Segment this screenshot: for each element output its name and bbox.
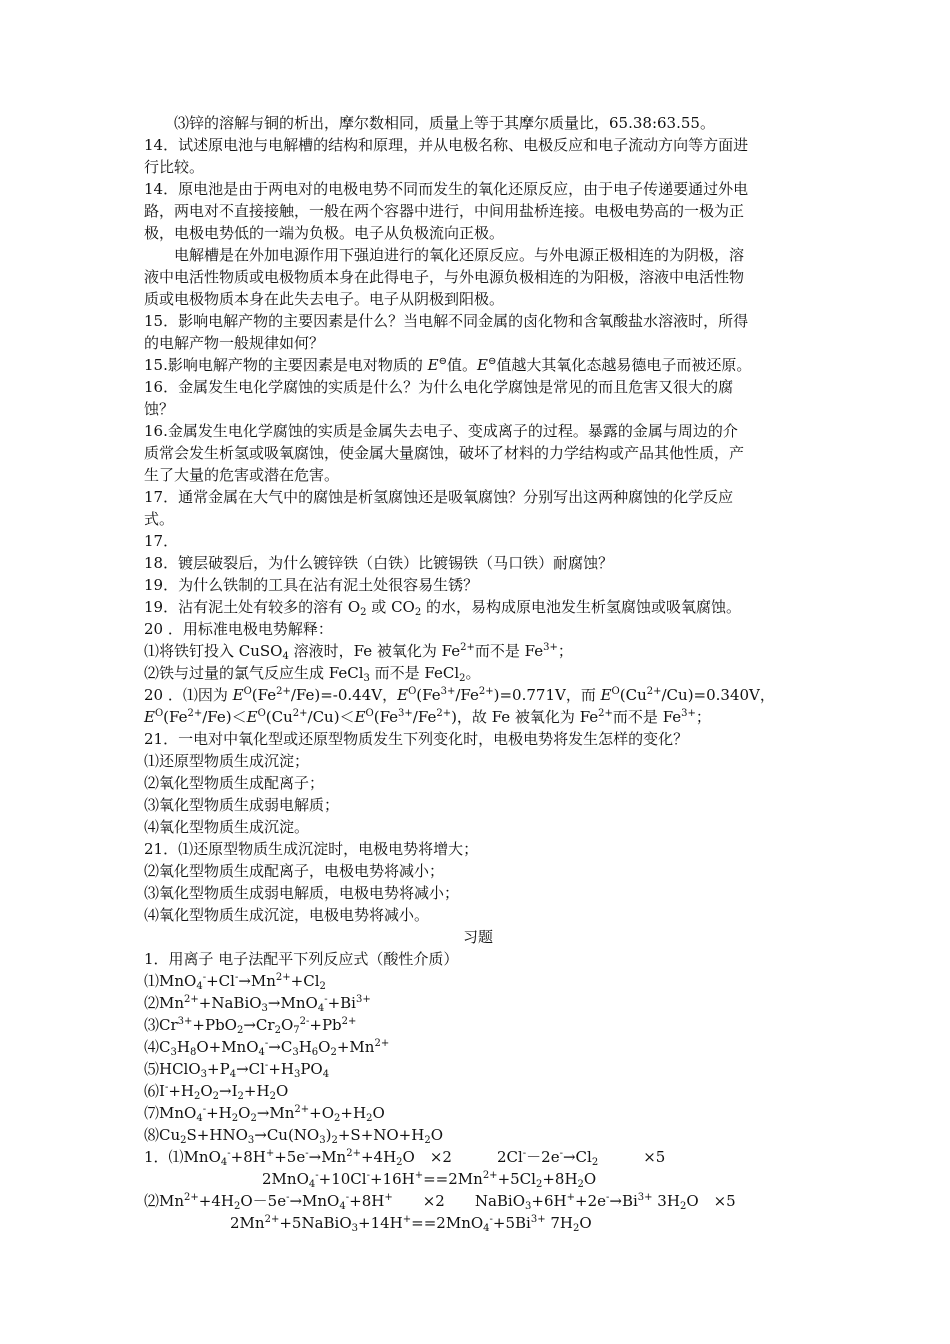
answer-14-line4: 电解槽是在外加电源作用下强迫进行的氧化还原反应。与外电源正极相连的为阴极，溶 <box>174 246 745 264</box>
exercise-1-prompt: 1．用离子 电子法配平下列反应式（酸性介质） <box>144 950 459 968</box>
question-21-part2: ⑵氧化型物质生成配离子； <box>144 774 325 792</box>
answer-20-line2: $E^O(Fe^{2+}/Fe)<E^O(Cu^{2+}/Cu)<E^O(Fe^{3+}/Fe^{2+})$，故 Fe 被氧化为 $Fe^{2+}$而不是 $Fe^{3+}$； <box>144 708 711 726</box>
answer-14-line3: 极，电极电势低的一端为负极。电子从负极流向正极。 <box>144 224 505 242</box>
section-heading-exercises: 习题 <box>462 928 493 946</box>
question-21-part4: ⑷氧化型物质生成沉淀。 <box>144 818 310 836</box>
question-16-line2: 蚀？ <box>144 400 175 418</box>
document-page <box>144 112 812 1234</box>
answer-17: 17． <box>144 532 179 550</box>
question-14-line1: 14．试述原电池与电解槽的结构和原理，并从电极名称、电极反应和电子流动方向等方面进 <box>144 136 749 154</box>
exercise-1-eq8: $⑻Cu_2S+HNO_3\to Cu(NO_3)_2+S+NO+H_2O$ <box>144 1126 444 1146</box>
answer-21-part3: ⑶氧化型物质生成弱电解质，电极电势将减小； <box>144 884 460 902</box>
exercise-1-answer-2-total: $2Mn^{2+}+5NaBiO_3+14H^+==2MnO_4^-+5Bi^{3+}$ $7H_2O$ <box>230 1214 592 1234</box>
question-15-line1: 15．影响电解产物的主要因素是什么？当电解不同金属的卤化物和含氧酸盐水溶液时，所得 <box>144 312 749 330</box>
exercise-1-eq1: $⑴MnO_4^-+Cl^-\to Mn^{2+}+Cl_2$ <box>144 972 326 992</box>
answer-14-line2: 路，两电对不直接接触，一般在两个容器中进行，中间用盐桥连接。电极电势高的一极为正 <box>144 202 745 220</box>
question-21: 21．一电对中氧化型或还原型物质发生下列变化时，电极电势将发生怎样的变化？ <box>144 730 689 748</box>
answer-20-line1: 20 ．⑴因为 $E^O(Fe^{2+}/Fe)=-0.44V$，$E^O(Fe^{3+}/Fe^{2+})=0.771V$，而 $E^O(Cu^{2+}/Cu)=0.340V$， <box>144 686 775 704</box>
answer-14-line6: 质或电极物质本身在此失去电子。电子从阴极到阳极。 <box>144 290 505 308</box>
answer-13-part3: ⑶锌的溶解与铜的析出，摩尔数相同，质量上等于其摩尔质量比，65.38:63.55。 <box>174 114 715 132</box>
answer-15: 15.影响电解产物的主要因素是电对物质的 E⊖值。E⊖值越大其氧化态越易德电子而被还原。 <box>144 356 752 374</box>
answer-14-line1: 14．原电池是由于两电对的电极电势不同而发生的氧化还原反应，由于电子传递要通过外电 <box>144 180 749 198</box>
exercise-1-answer-1-total: $2MnO_4^-+10Cl^-+16H^+==2Mn^{2+}+5Cl_2+8H_2O$ <box>262 1170 597 1190</box>
exercise-1-eq5: $⑸HClO_3+P_4\to Cl^-+H_3PO_4$ <box>144 1060 330 1080</box>
answer-21-part2: ⑵氧化型物质生成配离子，电极电势将减小； <box>144 862 445 880</box>
exercise-1-eq6: $⑹I^-+H_2O_2\to I_2+H_2O$ <box>144 1082 289 1102</box>
question-16-line1: 16．金属发生电化学腐蚀的实质是什么？为什么电化学腐蚀是常见的而且危害又很大的腐 <box>144 378 734 396</box>
question-21-part1: ⑴还原型物质生成沉淀； <box>144 752 310 770</box>
exercise-1-eq4: $⑷C_3H_8O+MnO_4^-\to C_3H_6O_2+Mn^{2+}$ <box>144 1038 390 1058</box>
answer-16-line3: 生了大量的危害或潜在危害。 <box>144 466 340 484</box>
answer-19: 19．沾有泥土处有较多的溶有 $O_2$ 或 $CO_2$ 的水，易构成原电池发生析氢腐蚀或吸氧腐蚀。 <box>144 598 741 618</box>
exercise-1-answer-2-half: $⑵Mn^{2+}+4H_2O-5e^-\to MnO_4^-+8H^+$ ×2 $NaBiO_3+6H^++2e^-\to Bi^{3+}$ $3H_2O$ ×5 <box>144 1192 736 1212</box>
answer-14-line5: 液中电活性物质或电极物质本身在此得电子，与外电源负极相连的为阳极，溶液中电活性物 <box>144 268 745 286</box>
answer-16-line1: 16.金属发生电化学腐蚀的实质是金属失去电子、变成离子的过程。暴露的金属与周边的介 <box>144 422 738 440</box>
exercise-1-answer-1-half: 1．$⑴MnO_4^-+8H^++5e^-\to Mn^{2+}+4H_2O$ ×2 $2Cl^--2e^-\to Cl_2$ ×5 <box>144 1148 666 1168</box>
answer-21-part4: ⑷氧化型物质生成沉淀，电极电势将减小。 <box>144 906 430 924</box>
question-17-line1: 17．通常金属在大气中的腐蚀是析氢腐蚀还是吸氧腐蚀？分别写出这两种腐蚀的化学反应 <box>144 488 734 506</box>
question-18: 18．镀层破裂后，为什么镀锌铁（白铁）比镀锡铁（马口铁）耐腐蚀？ <box>144 554 614 572</box>
question-17-line2: 式。 <box>144 510 175 528</box>
exercise-1-eq7: $⑺MnO_4^-+H_2O_2\to Mn^{2+}+O_2+H_2O$ <box>144 1104 385 1124</box>
question-20: 20 ．用标准电极电势解释： <box>144 620 333 638</box>
exercise-1-eq3: $⑶Cr^{3+}+PbO_2\to Cr_2O_7^{2-}+Pb^{2+}$ <box>144 1016 357 1036</box>
question-20-part2: ⑵铁与过量的氯气反应生成 FeCl$_3$ 而不是 FeCl$_2$。 <box>144 664 481 684</box>
answer-16-line2: 质常会发生析氢或吸氧腐蚀，使金属大量腐蚀，破坏了材料的力学结构或产品其他性质，产 <box>144 444 745 462</box>
answer-21-part1: 21．⑴还原型物质生成沉淀时，电极电势将增大； <box>144 840 479 858</box>
question-21-part3: ⑶氧化型物质生成弱电解质； <box>144 796 340 814</box>
exercise-1-eq2: $⑵Mn^{2+}+NaBiO_3\to MnO_4^-+Bi^{3+}$ <box>144 994 371 1014</box>
question-14-line2: 行比较。 <box>144 158 205 176</box>
question-20-part1: ⑴将铁钉投入 CuSO$_4$ 溶液时，Fe 被氧化为 $Fe^{2+}$而不是 $Fe^{3+}$； <box>144 642 573 662</box>
question-15-line2: 的电解产物一般规律如何？ <box>144 334 325 352</box>
question-19: 19．为什么铁制的工具在沾有泥土处很容易生锈？ <box>144 576 479 594</box>
